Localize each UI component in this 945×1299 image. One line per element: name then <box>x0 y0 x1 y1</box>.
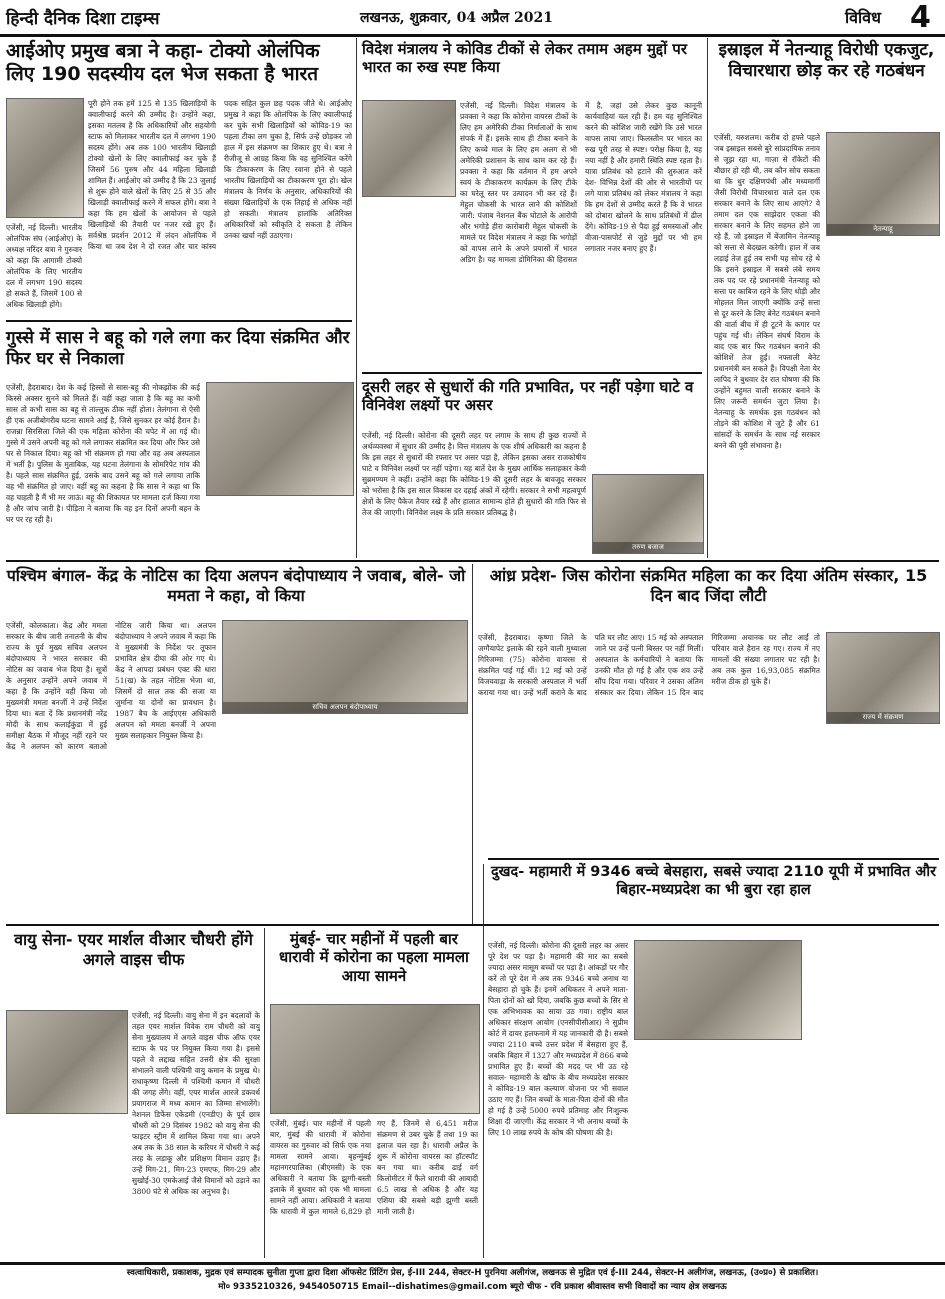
orphans-headline: दुखद- महामारी में 9346 बच्चे बेसहारा, सबसे ज्यादा 2110 यूपी में प्रभावित और बिहार-मध्यप्रदेश का भी बुरा रहा हाल <box>490 864 937 898</box>
mil-illustration <box>206 382 354 496</box>
mea-photo <box>362 100 456 197</box>
dharavi-headline: मुंबई- चार महीनों में पहली बार धारावी में कोरोना का पहला मामला आया सामने <box>279 930 469 985</box>
dharavi-photo <box>270 1004 480 1114</box>
andhra-body: एजेंसी, हैदराबाद। कृष्णा जिले के जग्गैयापेट इलाके की रहने वाली मुथ्याला गिरिजम्मा (75) कोरोना वायरस से संक्रमित पाई गई थीं। 12 मई को उन्हें विजयवाड़ा के सरकारी अस्पताल में भर्ती कराया गया था। उन्हें भर्ती कराने के बाद पति घर लौट आए। 15 मई को अस्पताल जाने पर उन्हें पत्नी बिस्तर पर नहीं मिलीं। अस्पताल के कर्मचारियों ने बताया कि उनकी मौत हो गई है और एक शव उन्हें सौंप दिया गया। परिवार ने उसका अंतिम संस्कार कर दिया। लेकिन 15 दिन बाद गिरिजम्मा अचानक घर लौट आईं तो परिवार वाले हैरान रह गए। राज्य में नए मामलों की संख्या लगातार घट रही है। अब तक कुल 16,93,085 संक्रमित मरीज ठीक हो चुके हैं। <box>478 633 820 697</box>
column-divider <box>707 38 708 558</box>
airforce-photo <box>6 1010 128 1114</box>
section-rule <box>6 560 939 562</box>
reform-body: एजेंसी, नई दिल्ली। कोरोना की दूसरी लहर पर लगाम के साथ ही कुछ राज्यों में अर्थव्यवस्था में सुधार की उम्मीद है। वित्त मंत्रालय के एक शीर्ष अधिकारी का कहना है कि इस लहर से सुधारों की रफ्तार पर असर पड़ा है, लेकिन इसका असर राजकोषीय घाटे व विनिवेश लक्ष्यों पर नहीं पड़ेगा। यह बातें देश के मुख्य आर्थिक सलाहकार केवी सुब्रमण्यम ने कहीं। उन्होंने कहा कि कोविड-19 की दूसरी लहर के बावजूद सरकार को भरोसा है कि इस साल विकास दर दहाई अंकों में रहेगी। सरकार ने सभी महत्वपूर्ण क्षेत्रों के लिए पैकेज तैयार रखे हैं और हालात सामान्य होते ही सुधारों की गति फिर से तेज की जाएगी। विनिवेश लक्ष्य के प्रति सरकार प्रतिबद्ध है। <box>362 431 586 517</box>
mea-body: एजेंसी, नई दिल्ली। विदेश मंत्रालय के प्रवक्ता ने कहा कि कोरोना वायरस टीकों के लिए हम अमेरिकी टीका निर्माताओं के साथ संपर्क में हैं। इसके साथ ही टीका बनाने के लिए कच्चे माल के लिए हम अलग से भी अमेरिकी प्रशासन के साथ काम कर रहे हैं। प्रवक्ता ने कहा कि वर्तमान में हम अपने स्वयं के टीकाकरण कार्यक्रम के लिए टीके का घरेलू स्तर पर उत्पादन भी कर रहे हैं। मेहुल चोकसी के भारत लाने की कोशिशों जारी: पंजाब नेशनल बैंक घोटाले के आरोपी और भगोड़े हीरा कारोबारी मेहुल चोकसी के मामले पर विदेश मंत्रालय ने कहा कि भगोड़ों को वापस लाने के अपने प्रयासों में भारत अडिग है। यह मामला डोमिनिका की हिरासत में है, जहां उसे लेकर कुछ कानूनी कार्यवाहियां चल रही हैं। हम यह सुनिश्चित करने की कोशिश जारी रखेंगे कि उसे भारत वापस लाया जाए। फिलस्तीन पर भारत का रुख पूरी तरह से स्पष्ट। परोक्ष किया है, यह नया नहीं है और हमारी स्थिति स्पष्ट रहता है। यात्रा प्रतिबंध को हटाने की शुरुआत करें देश- विभिन्न देशों की ओर से भारतीयों पर लगे यात्रा प्रतिबंध को लेकर मंत्रालय ने कहा कि हम देशों से उम्मीद करते हैं कि वे भारत को दोबारा खोलने के साथ प्रतिबंधों में ढील देंगे। कोविड-19 से पैदा हुई समस्याओं और वीजा-पासपोर्ट से जुड़े मुद्दों पर भी हम लगातार नजर बनाए हुए हैं। <box>460 101 702 264</box>
bengal-photo <box>222 620 468 714</box>
ioa-body: पूरी होने तक हमें 125 से 135 खिलाड़ियों के क्वालीफाई करने की उम्मीद है। उन्होंने कहा, इसका मतलब है कि अधिकारियों और सहयोगी स्टाफ को मिलाकर भारतीय दल में लगभग 190 सदस्य होंगे। अब तक 100 भारतीय खिलाड़ी टोक्यो खेलों के लिए क्वालीफाई कर चुके हैं जिसमें 56 पुरुष और 44 महिला खिलाड़ी शामिल हैं। आईओए को उम्मीद है कि 23 जुलाई से शुरू होने वाले खेलों के लिए 25 से 35 और खिलाड़ी क्वालीफाई करने में सफल होंगे। बत्रा ने कहा कि हम खेलों के आयोजन से पहले खिलाड़ियों की तैयारी पर नजर रखे हुए हैं। सर्वश्रेष्ठ प्रदर्शन 2012 में लंदन ओलंपिक में किया था जब देश ने दो रजत और चार कांस्य पदक सहित कुल छह पदक जीते थे। आईओए प्रमुख ने कहा कि ओलंपिक के लिए क्वालीफाई कर चुके सभी खिलाड़ियों को कोविड-19 का पहला टीका लग चुका है, सिर्फ उन्हें छोड़कर जो हाल में इस संक्रमण का शिकार हुए थे। बत्रा ने रीजीजू से आग्रह किया कि वह सुनिश्चित करेंगे कि टीकाकरण के लिए रवाना होने से पहले भारतीय खिलाड़ियों का टीकाकरण पूरा हो। खेल मंत्रालय के निर्णय के अनुसार, अधिकारियों की संख्या खिलाड़ियों के एक तिहाई से अधिक नहीं हो सकती। मंत्रालय हालांकि अतिरिक्त अधिकारियों को स्वीकृति दे सकता है लेकिन उनका खर्चा नहीं उठाएगा। <box>88 99 352 251</box>
section-name: विविध <box>845 8 881 27</box>
dateline: लखनऊ, शुक्रवार, 04 अप्रैल 2021 <box>360 10 553 26</box>
column-divider <box>264 928 265 1258</box>
orphans-body: एजेंसी, नई दिल्ली। कोरोना की दूसरी लहर का असर पूरे देश पर पड़ा है। महामारी की मार का सबसे ज्यादा असर मासूम बच्चों पर पड़ा है। आंकड़ों पर गौर करें तो पूरे देश में अब तक 9346 बच्चे अनाथ या बेसहारा हो चुके हैं। इनमें अधिकतर ने अपने माता-पिता दोनों को खो दिया, जबकि कुछ बच्चों के सिर से एक अभिभावक का साया उठ गया। राष्ट्रीय बाल अधिकार संरक्षण आयोग (एनसीपीसीआर) ने सुप्रीम कोर्ट में दायर हलफनामे में यह जानकारी दी है। सबसे ज्यादा 2110 बच्चे उत्तर प्रदेश में बेसहारा हुए हैं, जबकि बिहार में 1327 और मध्यप्रदेश में 866 बच्चे प्रभावित हुए हैं। बच्चों की मदद पर भी उठ रहे सवाल- महामारी के खौफ के बीच मध्यप्रदेश सरकार ने कोविड-19 बाल कल्याण योजना पर भी सवाल उठाए गए हैं। जिन बच्चों के माता-पिता दोनों की मौत हो गई है उन्हें 5000 रुपये प्रतिमाह और निःशुल्क शिक्षा दी जाएगी। केंद्र सरकार ने भी अनाथ बच्चों के लिए 10 लाख रुपये के कोष की घोषणा की है। <box>488 941 628 1137</box>
orphans-photo <box>634 940 802 1040</box>
mil-headline: गुस्से में सास ने बहू को गले लगा कर दिया संक्रमित और फिर घर से निकाला <box>6 328 350 369</box>
bengal-photo-label: सचिव अलपन बंदोपाध्याय <box>223 702 467 713</box>
imprint-line: स्वत्वाधिकारी, प्रकाशक, मुद्रक एवं सम्पादक सुनीता गुप्ता द्वारा दिशा ऑफसेट प्रिंटिंग प्रेस, ई-III 244, सेक्टर-H पुरनिया अलीगंज, लखनऊ से मुद्रित एवं ई-III 244, सेक्टर-H अलीगंज, लखनऊ, (उ०प्र०) से प्रकाशित। <box>126 1268 819 1278</box>
section-rule <box>362 372 702 374</box>
reform-photo <box>592 474 704 554</box>
israel-photo-label: नेतन्याहू <box>827 224 939 235</box>
paper-name: हिन्दी दैनिक दिशा टाइम्स <box>6 9 160 29</box>
ioa-caption: एजेंसी, नई दिल्ली। भारतीय ओलंपिक संघ (आईओए) के अध्यक्ष नरिंदर बत्रा ने गुरुवार को कहा कि आगामी टोक्यो ओलंपिक के लिए भारतीय दल में लगभग 190 सदस्य हो सकते हैं, जिसमें 100 से अधिक खिलाड़ी होंगे। <box>6 223 82 309</box>
contact-line: मो० 9335210326, 9454050715 Email--dishatimes@gmail.com ब्यूरो चीफ - रवि प्रकाश श्रीवास्तव सभी विवादों का न्याय क्षेत्र लखनऊ <box>218 1282 727 1292</box>
andhra-headline: आंध्र प्रदेश- जिस कोरोना संक्रमित महिला का कर दिया अंतिम संस्कार, 15 दिन बाद जिंदा लौटी <box>489 566 928 605</box>
mea-headline: विदेश मंत्रालय ने कोविड टीकों से लेकर तमाम अहम मुद्दों पर भारत का रुख स्पष्ट किया <box>362 40 687 77</box>
airforce-headline: वायु सेना- एयर मार्शल वीआर चौधरी होंगे अगले वाइस चीफ <box>14 930 253 969</box>
page-number: 4 <box>910 0 931 35</box>
bengal-headline: पश्चिम बंगाल- केंद्र के नोटिस का दिया अलपन बंदोपाध्याय ने जवाब, बोले- जो ममता ने कहा, वो किया <box>6 566 466 605</box>
dharavi-body: एजेंसी, मुंबई। चार महीनों में पहली बार, मुंबई की धारावी में कोरोना वायरस का गुरुवार को सिर्फ एक नया मामला सामने आया। बृहन्मुंबई महानगरपालिका (बीएमसी) के एक अधिकारी ने बताया कि झुग्गी-बस्ती इलाके में बुधवार को एक भी मामला सामने नहीं आया। अधिकारी ने बताया कि धारावी में कुल मामले 6,829 हो गए हैं, जिनमें से 6,451 मरीज संक्रमण से उबर चुके हैं तथा 19 का इलाज चल रहा है। धारावी अप्रैल के शुरू में कोरोना वायरस का हॉटस्पॉट बन गया था। करीब ढाई वर्ग किलोमीटर में फैले धारावी की आबादी 6.5 लाख से अधिक है और यह एशिया की सबसे बड़ी झुग्गी बस्ती मानी जाती है। <box>270 1119 478 1216</box>
column-divider <box>472 564 473 924</box>
mil-body: एजेंसी, हैदराबाद। देश के कई हिस्सों से सास-बहू की नोकझोंक की कई किस्से अक्सर सुनने को मिलते हैं। वहीं कहा जाता है कि बहू का कभी सास तो कभी सास का बहू से ताल्लुक ठीक नहीं होता। तेलंगाना से ऐसी ही एक अजीबोगरीब घटना सामने आई है, जिसे सुनकर हर कोई हैरान है। राजन्ना सिरसिला जिले की एक महिला कोरोना की चपेट में आ गई थी। गुस्से में उसने अपनी बहू को गले लगाकर संक्रमित कर दिया और फिर उसे घर से निकाल दिया। बहू को भी संक्रमण हो गया और वह अब अस्पताल में भर्ती है। पुलिस के मुताबिक, यह घटना तेलंगाना के सोमरिपेट गांव की है। पहले सास संक्रमित हुई, उसके बाद उसने बहू को गले लगाया ताकि वह भी संक्रमित हो जाए। वहीं बहू का कहना है कि सास ने कहा था कि वह चाहती है मैं भी मर जाऊं। बहू की शिकायत पर मामला दर्ज किया गया है और जांच जारी है। पीड़िता ने बताया कि वह इन दिनों अपनी बहन के घर पर रह रही है। <box>6 383 200 524</box>
andhra-photo <box>826 632 940 724</box>
israel-headline: इस्राइल में नेतन्याहू विरोधी एकजुट, विचारधारा छोड़ कर रहे गठबंधन <box>718 40 935 81</box>
section-rule <box>6 924 939 926</box>
airforce-body: एजेंसी, नई दिल्ली। वायु सेना में इन बदलावों के तहत एयर मार्शल विवेक राम चौधरी को वायु सेना मुख्यालय में अगले वाइस चीफ ऑफ एयर स्टाफ के पद पर नियुक्त किया गया है। इससे पहले वे लद्दाख सहित उत्तरी क्षेत्र की सुरक्षा संभालने वाली पश्चिमी वायु कमान के प्रमुख थे। राधाकृष्णा दिल्ली में पश्चिमी कमान में चौधरी की जगह लेंगे। वहीं, एयर मार्शल आरजे डकवर्थ प्रयागराज में मध्य कमान का जिम्मा संभालेंगे। नेशनल डिफेंस एकेडमी (एनडीए) के पूर्व छात्र चौधरी को 29 दिसंबर 1982 को वायु सेना की फाइटर स्ट्रीम में शामिल किया गया था। अपने अब तक के 38 साल के करियर में चौधरी ने कई तरह के लड़ाकू और प्रशिक्षण विमान उड़ाए हैं। उन्हें मिग-21, मिग-23 एमएफ, मिग-29 और सुखोई-30 एमकेआई जैसे विमानों को उड़ाने का 3800 घंटे से अधिक का अनुभव है। <box>132 1011 260 1196</box>
reform-photo-label: तरुण बजाज <box>593 542 703 553</box>
israel-body: एजेंसी, यरुशलम। करीब दो हफ्ते पहले जब इस्राइल सबसे बुरे सांप्रदायिक तनाव से जूझ रहा था, गाज़ा से रॉकेटों की बौछार हो रही थी, तब कौन सोच सकता था कि धुर दक्षिणपंथी और मध्यमार्गी जैसी विरोधी विचारधारा वाले दल एक सरकार बनाने के लिए साथ आएंगे? ये तमाम दल एक साझेदार एकता की सरकार बनाने के लिए सहमत होने जा रहे हैं, जो इस्राइल में बेंजामिन नेतन्याहू को सत्ता से बेदखल करेगी। हाल में जब लड़ाई तेज हुई तब सभी यह सोच रहे थे कि इसने इस्राइल में सबसे लंबे समय तक पद पर रहे प्रधानमंत्री नेतन्याहू को सत्ता पर काबिज रहने के लिए थोड़ी और मोहलत मिल जाएगी क्योंकि उन्हें सत्ता से दूर करने के लिए बेनेट गठबंधन बनाने की वार्ता बीच में ही टूटने के कगार पर पहुंच गई थी। लेकिन संघर्ष विराम के बाद एक बार फिर गठबंधन बनाने की कोशिशें तेज हुईं। नफ्ताली बेनेट प्रधानमंत्री बन सकते हैं। विपक्षी नेता येर लापिद ने बुधवार देर रात घोषणा की कि उन्होंने बहुमत वाली सरकार बनाने के लिए जरूरी समर्थन जुटा लिया है। नेतन्याहू के समर्थक इस गठबंधन को तोड़ने की कोशिश में जुटे हैं और 61 सांसदों के समर्थन के साथ नई सरकार बनने की पूरी संभावना है। <box>714 133 820 450</box>
column-divider <box>483 864 484 1258</box>
column-divider <box>356 38 357 558</box>
section-rule <box>488 858 939 860</box>
ioa-headline: आईओए प्रमुख बत्रा ने कहा- टोक्यो ओलंपिक लिए 190 सदस्यीय दल भेज सकता है भारत <box>6 40 320 86</box>
reform-headline: दूसरी लहर से सुधारों की गति प्रभावित, पर नहीं पड़ेगा घाटे व विनिवेश लक्ष्यों पर असर <box>362 378 694 415</box>
bengal-body: एजेंसी, कोलकाता। केंद्र और ममता सरकार के बीच जारी तनातनी के बीच राज्य के पूर्व मुख्य सचिव अलपन बंदोपाध्याय ने भारत सरकार की नोटिस का जवाब भेज दिया है। सूत्रों के अनुसार उन्होंने अपने जवाब में कहा है कि उन्होंने वही किया जो मुख्यमंत्री ममता बनर्जी ने उन्हें निर्देश दिया था। बता दें कि प्रधानमंत्री नरेंद्र मोदी के साथ कलाईकुंडा में हुई समीक्षा बैठक में मौजूद नहीं रहने पर केंद्र ने अलपन को कारण बताओ नोटिस जारी किया था। अलपन बंदोपाध्याय ने अपने जवाब में कहा कि वे मुख्यमंत्री के निर्देश पर तूफान प्रभावित क्षेत्र दीघा की ओर गए थे। केंद्र ने आपदा प्रबंधन एक्ट की धारा 51(ख) के तहत नोटिस भेजा था, जिसमें दो साल तक की सजा या जुर्माना या दोनों का प्रावधान है। 1987 बैच के आईएएस अधिकारी अलपन को ममता बनर्जी ने अपना मुख्य सलाहकार नियुक्त किया है। <box>6 621 216 751</box>
andhra-photo-label: राज्य में संक्रमण <box>827 712 939 723</box>
section-rule <box>6 320 352 322</box>
ioa-photo <box>6 98 84 218</box>
israel-photo <box>826 132 940 236</box>
